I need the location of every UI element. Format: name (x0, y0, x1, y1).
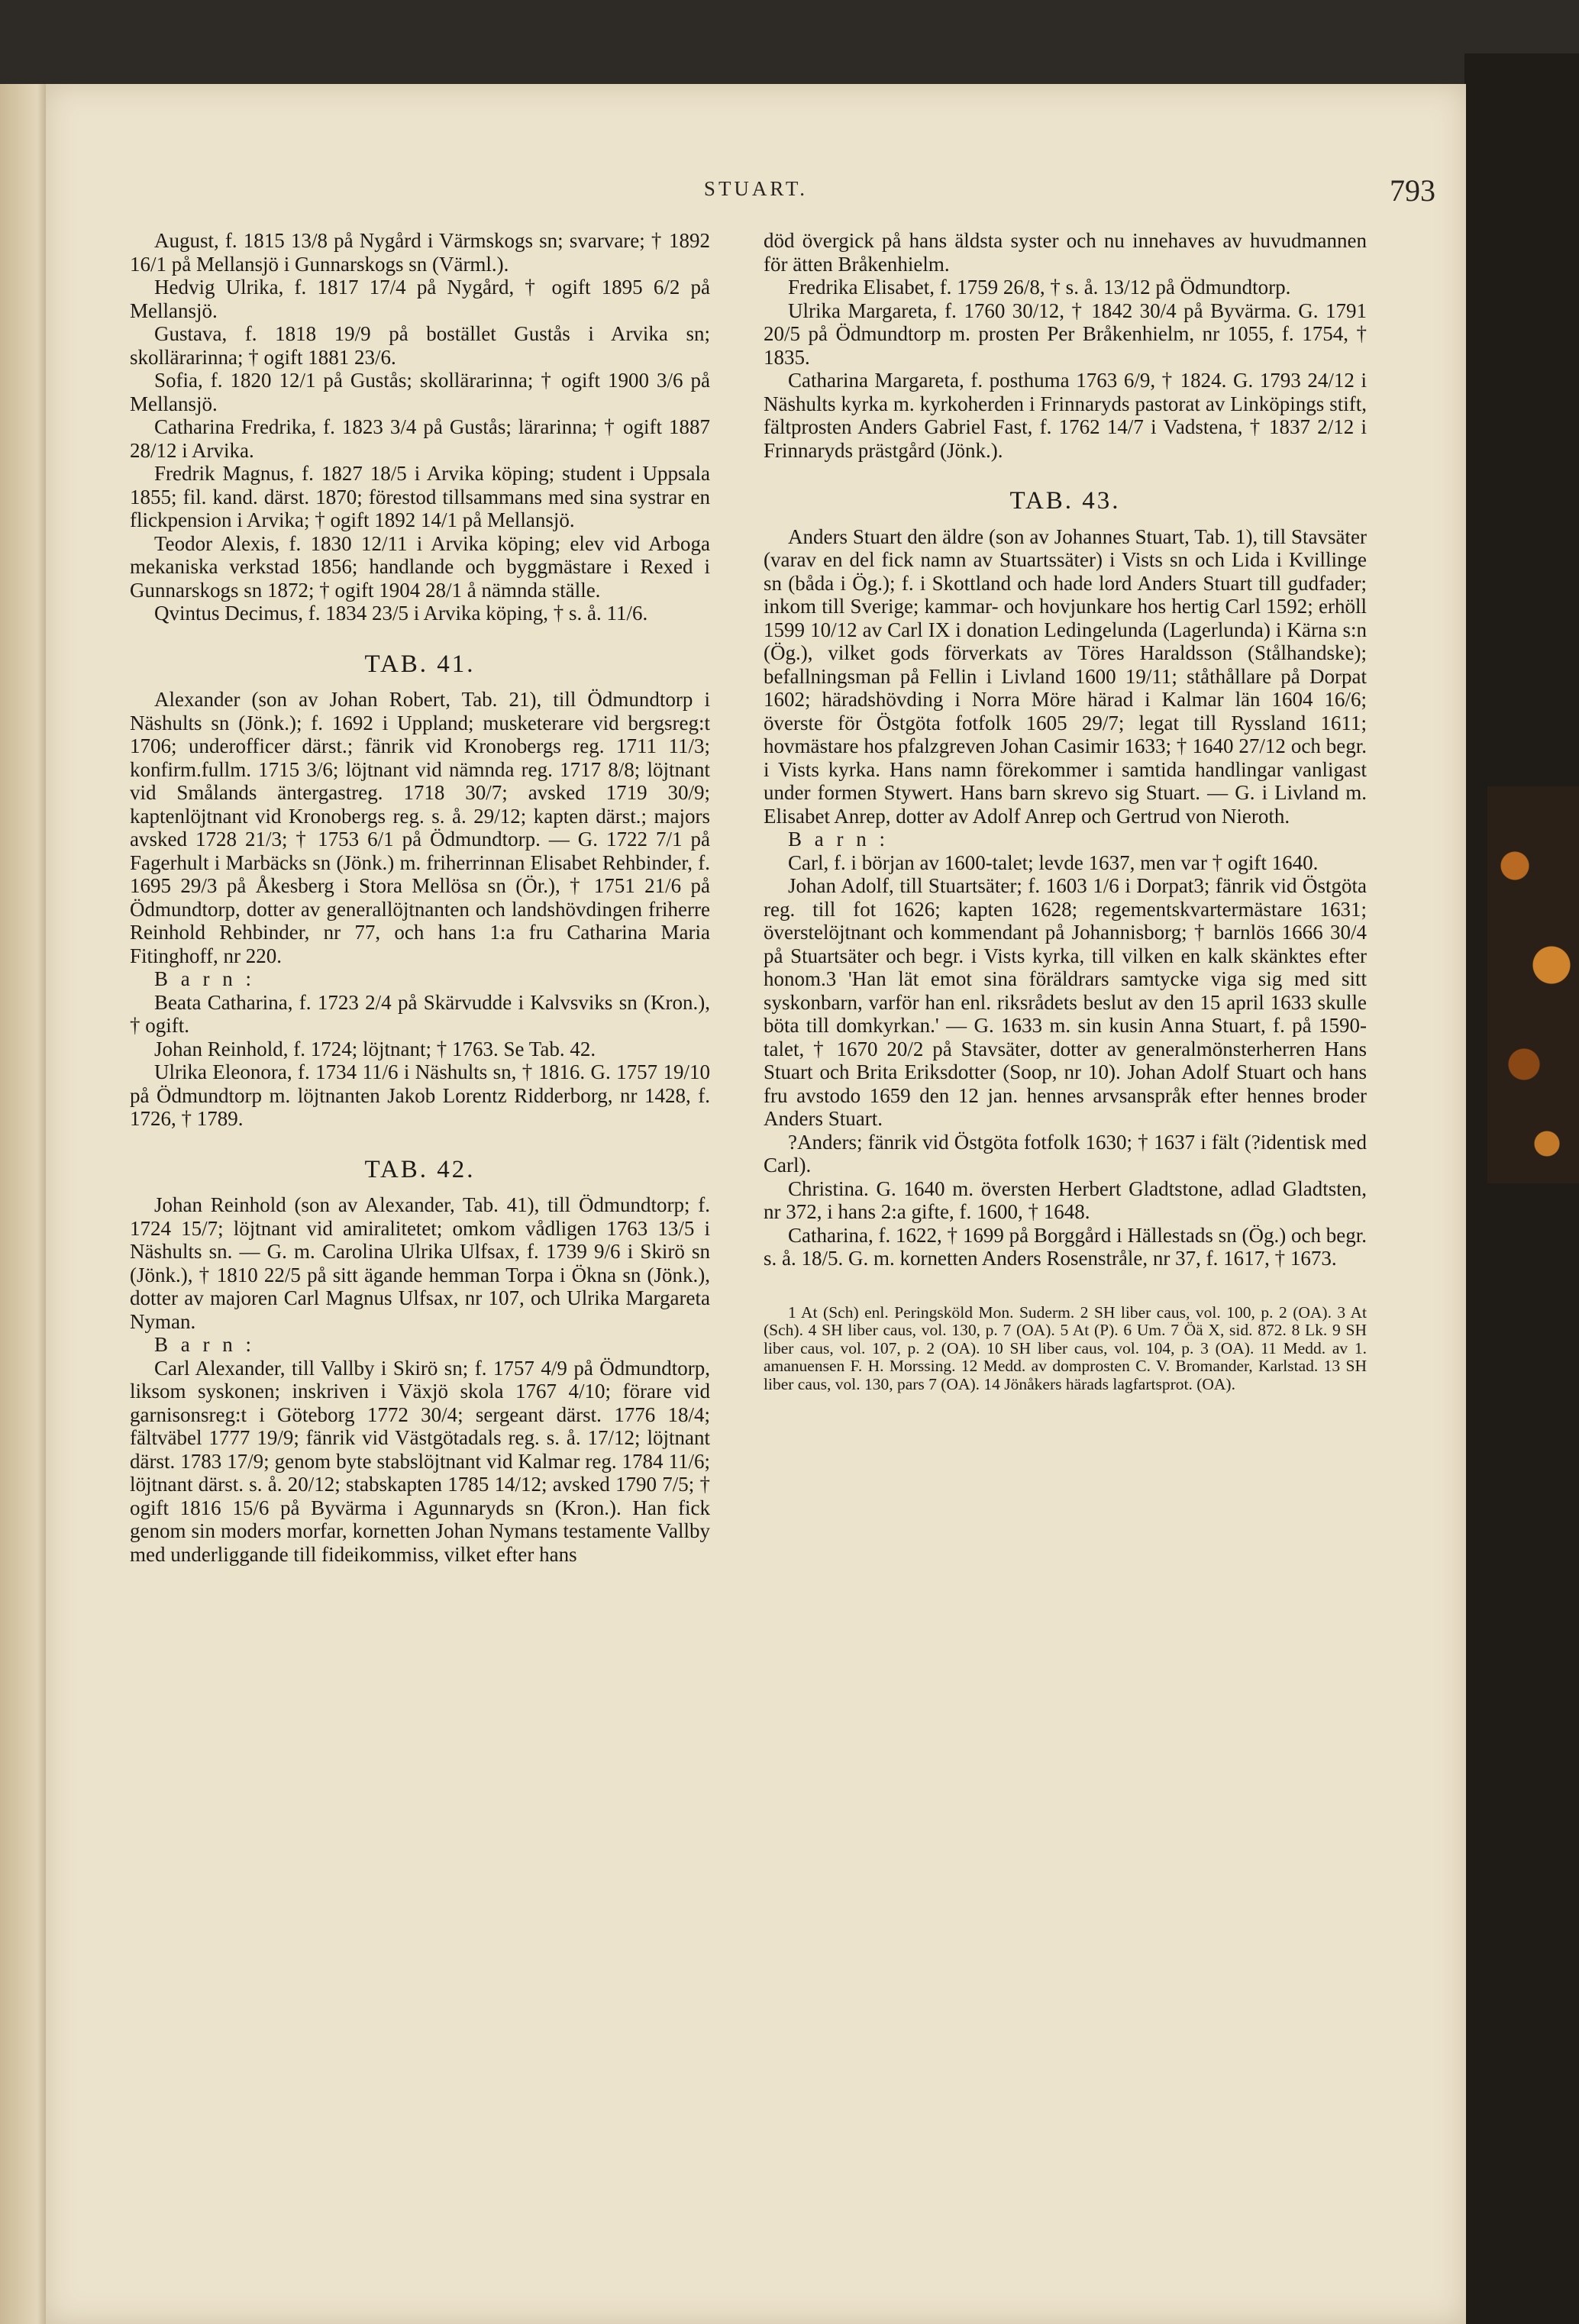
children-heading: B a r n : (788, 828, 889, 851)
paragraph: Hedvig Ulrika, f. 1817 17/4 på Nygård, † ogift 1895 6/2 på Mellansjö. (130, 276, 710, 322)
book-page (46, 84, 1466, 2324)
paragraph: Christina. G. 1640 m. översten Herbert Gladtstone, adlad Gladtsten, nr 372, i hans 2:a gifte, f. 1600, † 1648. (764, 1177, 1367, 1223)
paragraph: August, f. 1815 13/8 på Nygård i Värmskogs sn; svarvare; † 1892 16/1 på Mellansjö i Gunnarskogs sn (Värml.). (130, 229, 710, 276)
table-heading: TAB. 42. (364, 1155, 476, 1183)
right-column-body (764, 229, 1367, 1270)
page-header (46, 173, 1466, 208)
paragraph: Catharina Margareta, f. posthuma 1763 6/9, † 1824. G. 1793 24/12 i Näshults kyrka m. kyrkoherden i Frinnaryds pastorat av Linköpings stift, fältprosten Anders Gabriel Fast, f. 1762 14/7 i Vadstena, † 1837 2/12 i Frinnaryds prästgård (Jönk.). (764, 369, 1367, 462)
children-heading: B a r n : (154, 1333, 255, 1356)
paragraph: Ulrika Eleonora, f. 1734 11/6 i Näshults sn, † 1816. G. 1757 19/10 på Ödmundtorp m. löjtnanten Jakob Lorentz Ridderborg, nr 1428, f. 1726, † 1789. (130, 1060, 710, 1130)
table-heading: TAB. 43. (1009, 487, 1121, 515)
page-number: 793 (1390, 173, 1435, 208)
paragraph: Johan Adolf, till Stuartsäter; f. 1603 1/6 i Dorpat3; fänrik vid Östgöta reg. till fot 1626; kapten 1628; regementskvartermästare 1631; överstelöjtnant och kommendant på Johannisborg; † barnlös 1666 30/4 på Stuartsäter och begr. i Vists kyrka, till vilken en kalk skänktes efter honom.3 'Han lät emot sina föräldrars samtycke viga sig med sitt syskonbarn, varför han enl. riksrådets beslut av den 15 april 1633 skulle böta till domkyrkan.' — G. 1633 m. sin kusin Anna Stuart, f. på 1590-talet, † 1670 20/2 på Stavsäter, dotter av generalmönsterherren Hans Stuart och Brita Eriksdotter (Soop, nr 10). Johan Adolf Stuart och hans fru avstodo 1659 den 12 jan. hennes arvsanspråk efter hennes broder Anders Stuart. (764, 874, 1367, 1130)
paragraph: Sofia, f. 1820 12/1 på Gustås; skollärarinna; † ogift 1900 3/6 på Mellansjö. (130, 369, 710, 415)
right-column (764, 229, 1367, 1393)
left-column (130, 229, 710, 1566)
paragraph: Johan Reinhold, f. 1724; löjtnant; † 1763. Se Tab. 42. (154, 1037, 596, 1060)
children-heading: B a r n : (154, 967, 255, 990)
running-head: STUART. (703, 177, 809, 200)
table-heading: TAB. 41. (364, 650, 476, 678)
paragraph: Alexander (son av Johan Robert, Tab. 21), till Ödmundtorp i Näshults sn (Jönk.); f. 1692 i Uppland; musketerare vid bergsreg:t 1706; underofficer därst.; fänrik vid Kronobergs reg. 1711 11/3; konfirm.fullm. 1715 3/6; löjtnant vid nämnda reg. 1717 8/8; löjtnant vid Smålands äntergastreg. 1718 30/7; avsked 1719 30/9; kaptenlöjtnant vid Kronobergs reg. s. å. 29/12; kapten därst.; majors avsked 1728 21/3; † 1753 6/1 på Ödmundtorp. — G. 1722 7/1 på Fagerhult i Marbäcks sn (Jönk.) m. friherrinnan Elisabet Rehbinder, f. 1695 29/3 på Åkesberg i Stora Mellösa sn (Ör.), † 1751 21/6 på Ödmundtorp, dotter av generallöjtnanten och landshövdingen friherre Reinhold Rehbinder, nr 77, och hans 1:a fru Catharina Maria Fitinghoff, nr 220. (130, 688, 710, 967)
book-cover-edge (1464, 53, 1579, 2324)
paragraph: Beata Catharina, f. 1723 2/4 på Skärvudde i Kalvsviks sn (Kron.), † ogift. (130, 990, 710, 1037)
paragraph: Catharina Fredrika, f. 1823 3/4 på Gustås; lärarinna; † ogift 1887 28/12 i Arvika. (130, 415, 710, 462)
paragraph: Teodor Alexis, f. 1830 12/11 i Arvika köping; elev vid Arboga mekaniska verkstad 1856; handlande och byggmästare i Rexed i Gunnarskogs sn 1872; † ogift 1904 28/1 å nämnda ställe. (130, 531, 710, 602)
paragraph: Ulrika Margareta, f. 1760 30/12, † 1842 30/4 på Byvärma. G. 1791 20/5 på Ödmundtorp m. prosten Per Bråkenhielm, nr 1055, f. 1754, † 1835. (764, 299, 1367, 369)
paragraph: Catharina, f. 1622, † 1699 på Borggård i Hällestads sn (Ög.) och begr. s. å. 18/5. G. m. kornetten Anders Rosenstråle, nr 37, f. 1617, † 1673. (764, 1223, 1367, 1270)
paragraph: Carl Alexander, till Vallby i Skirö sn; f. 1757 4/9 på Ödmundtorp, liksom syskonen; inskriven i Växjö skola 1767 4/10; förare vid garnisonsreg:t i Göteborg 1772 30/4; sergeant därst. 1776 18/4; fältväbel 1777 19/9; fänrik vid Västgötadals reg. s. å. 17/12; löjtnant därst. 1783 17/9; genom byte stabslöjtnant vid Kalmar reg. 1784 11/6; löjtnant därst. s. å. 20/12; stabskapten 1785 14/12; avsked 1790 7/5; † ogift 1816 15/6 på Byvärma i Agunnaryds sn (Kron.). Han fick genom sin moders morfar, kornetten Johan Nymans testamente Vallby med underliggande till fideikommiss, vilket efter hans (130, 1356, 710, 1566)
footnotes (764, 1304, 1367, 1394)
paragraph: Gustava, f. 1818 19/9 på bostället Gustås i Arvika sn; skollärarinna; † ogift 1881 23/6. (130, 322, 710, 369)
paragraph: Carl, f. i början av 1600-talet; levde 1637, men var † ogift 1640. (788, 851, 1319, 874)
paragraph: Fredrika Elisabet, f. 1759 26/8, † s. å. 13/12 på Ödmundtorp. (788, 276, 1291, 299)
paragraph: död övergick på hans äldsta syster och nu innehaves av huvudmannen för ätten Bråkenhielm. (764, 229, 1367, 276)
paragraph: Johan Reinhold (son av Alexander, Tab. 41), till Ödmundtorp; f. 1724 15/7; löjtnant vid amiralitetet; omkom vådligen 1763 13/5 i Näshults sn. — G. m. Carolina Ulrika Ulfsax, f. 1739 9/6 i Skirö sn (Jönk.), † 1810 22/5 på sitt ägande hemman Torpa i Ökna sn (Jönk.), dotter av majoren Carl Magnus Ulfsax, nr 107, och Ulrika Margareta Nyman. (130, 1193, 710, 1333)
paragraph: ?Anders; fänrik vid Östgöta fotfolk 1630; † 1637 i fält (?identisk med Carl). (764, 1130, 1367, 1177)
paragraph: Anders Stuart den äldre (son av Johannes Stuart, Tab. 1), till Stavsäter (varav en del fick namn av Stuartssäter) i Vists sn och Lida i Kvillinge sn (båda i Ög.); f. i Skottland och hade lord Anders Stuart till gudfader; inkom till Sverige; kammar- och hovjunkare hos hertig Carl 1592; erhöll 1599 10/12 av Carl IX i donation Ledingelunda (Lagerlunda) i Kärna s:n (Ög.), vilket gods förverkats av Töres Haraldsson (Stålhandske); befallningsman på Fellin i Livland 1600 19/11; ståthållare på Dorpat 1602; häradshövding i Norra Möre härad i Kalmar län 1604 16/6; överste för Östgöta fotfolk 1605 29/7; legat till Ryssland 1611; hovmästare hos pfalzgreven Johan Casimir 1633; † 1640 27/12 och begr. i Vists kyrka. Hans namn förekommer i samtida handlingar vanligast under formen Stywert. Hans barn skrevo sig Stuart. — G. i Livland m. Elisabet Anrep, dotter av Adolf Anrep och Gertrud von Nieroth. (764, 525, 1367, 828)
marbled-cover (1487, 786, 1579, 1183)
paragraph: Qvintus Decimus, f. 1834 23/5 i Arvika köping, † s. å. 11/6. (154, 602, 648, 625)
footnotes-text: 1 At (Sch) enl. Peringsköld Mon. Suderm. 2 SH liber caus, vol. 100, p. 2 (OA). 3 At (Sch). 4 SH liber caus, vol. 130, p. 7 (OA). 5 At (P). 6 Um. 7 Öä X, sid. 872. 8 Lk. 9 SH liber caus, vol. 107, p. 2 (OA). 10 SH liber caus, vol. 104, p. 3 (OA). 11 Medd. av 1. amanuensen F. H. Morssing. 12 Medd. av domprosten C. V. Bromander, Karlstad. 13 SH liber caus, vol. 130, pars 7 (OA). 14 Jönåkers härads lagfartsprot. (OA). (764, 1302, 1367, 1393)
paragraph: Fredrik Magnus, f. 1827 18/5 i Arvika köping; student i Uppsala 1855; fil. kand. därst. 1870; förestod tillsammans med sina systrar en flickpension i Arvika; † ogift 1892 14/1 på Mellansjö. (130, 462, 710, 531)
